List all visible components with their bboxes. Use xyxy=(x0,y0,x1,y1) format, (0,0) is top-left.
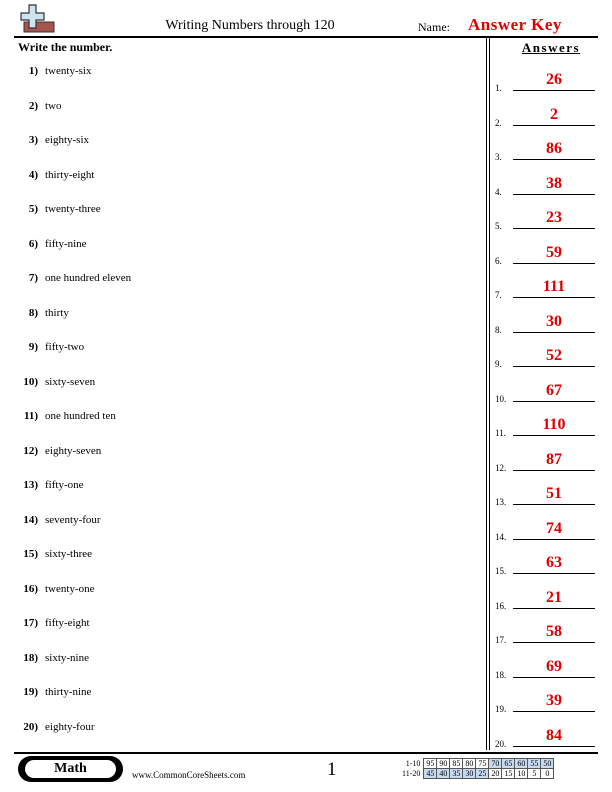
answer-value: 51 xyxy=(546,485,562,502)
score-cell: 20 xyxy=(489,769,502,779)
question-item xyxy=(18,238,87,250)
answer-number: 18. xyxy=(495,669,507,680)
answer-line xyxy=(513,504,595,505)
question-item xyxy=(18,445,101,457)
answer-line xyxy=(513,642,595,643)
question-number: 2) xyxy=(28,99,38,112)
question-number: 9) xyxy=(28,341,38,353)
score-cell: 55 xyxy=(528,759,541,769)
score-cell: 5 xyxy=(528,769,541,779)
question-text: sixty-seven xyxy=(45,375,96,388)
score-cell: 60 xyxy=(515,759,528,769)
answer-item xyxy=(495,694,595,712)
answer-value: 87 xyxy=(546,450,562,468)
question-number: 14) xyxy=(23,513,38,526)
answer-item xyxy=(495,142,595,160)
answer-value: 58 xyxy=(546,623,562,640)
answer-number: 8. xyxy=(495,324,502,335)
answer-value: 23 xyxy=(546,209,562,226)
question-number: 15) xyxy=(23,548,38,560)
score-cell: 30 xyxy=(463,769,476,779)
question-number: 6) xyxy=(28,237,38,250)
score-cell: 50 xyxy=(541,759,554,769)
answer-number: 20. xyxy=(495,738,507,749)
question-text: one hundred ten xyxy=(45,410,116,422)
answer-value: 84 xyxy=(546,726,562,744)
answer-item xyxy=(495,450,595,473)
question-item xyxy=(18,307,69,319)
answer-value: 52 xyxy=(546,347,562,364)
question-text: thirty-nine xyxy=(45,686,92,698)
answer-line xyxy=(513,608,595,609)
worksheet-title: Writing Numbers through 120 xyxy=(165,18,335,33)
answer-value: 110 xyxy=(542,416,566,433)
answer-number: 3. xyxy=(495,152,502,162)
answer-line xyxy=(513,401,595,402)
answer-item xyxy=(495,312,595,335)
question-number: 11) xyxy=(23,410,38,422)
footer-divider xyxy=(14,752,598,754)
question-text: twenty-six xyxy=(45,65,92,77)
question-text: one hundred eleven xyxy=(45,272,132,284)
answer-number: 15. xyxy=(495,566,507,576)
column-divider xyxy=(489,37,490,750)
question-item xyxy=(18,652,89,664)
answer-item xyxy=(495,418,595,436)
question-item xyxy=(18,410,116,422)
score-table xyxy=(400,758,554,779)
answer-item xyxy=(495,73,595,91)
answer-value: 59 xyxy=(546,243,562,261)
answer-value: 26 xyxy=(546,71,562,88)
answer-line xyxy=(513,573,595,574)
answer-value: 111 xyxy=(542,278,566,295)
answer-number: 7. xyxy=(495,290,502,300)
answer-line xyxy=(513,159,595,160)
score-cell: 95 xyxy=(424,759,437,769)
question-item xyxy=(18,376,95,388)
answer-line xyxy=(513,435,595,436)
instructions: Write the number. xyxy=(18,40,113,54)
answers-heading: Answers xyxy=(521,40,581,55)
question-text: two xyxy=(45,99,62,112)
answer-value: 67 xyxy=(546,381,562,399)
score-cell: 25 xyxy=(476,769,489,779)
question-item xyxy=(18,134,89,146)
score-cell: 70 xyxy=(489,759,502,769)
question-text: eighty-four xyxy=(45,720,95,733)
question-number: 13) xyxy=(23,479,38,491)
answer-number: 2. xyxy=(495,117,502,128)
column-divider xyxy=(486,37,487,750)
question-text: sixty-nine xyxy=(45,651,89,664)
question-item xyxy=(18,617,90,629)
score-cell: 35 xyxy=(450,769,463,779)
question-item xyxy=(18,100,62,112)
answer-item xyxy=(495,243,595,266)
question-item xyxy=(18,65,91,77)
answer-item xyxy=(495,726,595,749)
site-url: www.CommonCoreSheets.com xyxy=(132,770,246,780)
answer-value: 30 xyxy=(546,312,562,330)
answer-line xyxy=(513,228,595,229)
question-number: 17) xyxy=(23,617,38,629)
answer-value: 2 xyxy=(550,105,558,123)
answer-number: 19. xyxy=(495,704,507,714)
answer-line xyxy=(513,90,595,91)
answer-number: 14. xyxy=(495,531,507,542)
answer-line xyxy=(513,539,595,540)
score-cell: 10 xyxy=(515,769,528,779)
name-label: Name: xyxy=(418,20,450,34)
answer-line xyxy=(513,125,595,126)
question-text: fifty-nine xyxy=(45,237,87,250)
question-text: thirty xyxy=(45,306,69,319)
score-cell: 40 xyxy=(437,769,450,779)
question-item xyxy=(18,272,131,284)
answer-line xyxy=(513,194,595,195)
answer-item xyxy=(495,519,595,542)
score-cell: 90 xyxy=(437,759,450,769)
answer-line xyxy=(513,470,595,471)
score-row-label: 1-10 xyxy=(405,759,421,768)
answer-value: 69 xyxy=(546,657,562,675)
question-number: 4) xyxy=(28,168,38,181)
question-text: seventy-four xyxy=(45,513,101,526)
answer-number: 10. xyxy=(495,393,507,404)
question-number: 7) xyxy=(28,272,38,284)
answer-number: 17. xyxy=(495,635,507,645)
answer-number: 4. xyxy=(495,186,502,197)
answer-key-label: Answer Key xyxy=(468,15,562,34)
answer-line xyxy=(513,711,595,712)
answer-item xyxy=(495,211,595,229)
question-text: eighty-seven xyxy=(45,444,102,457)
question-text: twenty-one xyxy=(45,582,95,595)
answer-value: 86 xyxy=(546,140,562,157)
subject-badge xyxy=(18,756,123,782)
question-number: 10) xyxy=(23,375,38,388)
question-item xyxy=(18,721,94,733)
answer-item xyxy=(495,280,595,298)
question-item xyxy=(18,514,101,526)
answer-number: 6. xyxy=(495,255,502,266)
answer-value: 21 xyxy=(546,588,562,606)
answer-item xyxy=(495,588,595,611)
answer-item xyxy=(495,487,595,505)
answer-number: 1. xyxy=(495,83,502,93)
answer-item xyxy=(495,174,595,197)
question-text: fifty-two xyxy=(45,341,85,353)
answer-line xyxy=(513,366,595,367)
question-number: 19) xyxy=(23,686,38,698)
question-item xyxy=(18,686,91,698)
score-cell: 85 xyxy=(450,759,463,769)
answer-number: 11. xyxy=(495,428,506,438)
question-text: sixty-three xyxy=(45,548,93,560)
answer-line xyxy=(513,297,595,298)
score-row xyxy=(400,759,554,769)
answer-item xyxy=(495,105,595,128)
subject-badge-label: Math xyxy=(25,760,116,778)
answer-number: 16. xyxy=(495,600,507,611)
question-text: thirty-eight xyxy=(45,168,95,181)
answer-line xyxy=(513,746,595,747)
question-number: 16) xyxy=(23,582,38,595)
answer-line xyxy=(513,263,595,264)
question-number: 8) xyxy=(28,306,38,319)
question-text: fifty-one xyxy=(45,479,84,491)
answer-value: 39 xyxy=(546,692,562,709)
question-number: 20) xyxy=(23,720,38,733)
question-number: 3) xyxy=(28,134,38,146)
answer-line xyxy=(513,677,595,678)
question-item xyxy=(18,341,84,353)
header-divider xyxy=(14,36,598,38)
question-text: fifty-eight xyxy=(45,617,90,629)
answer-value: 38 xyxy=(546,174,562,192)
answer-item xyxy=(495,625,595,643)
score-cell: 15 xyxy=(502,769,515,779)
answer-number: 5. xyxy=(495,221,502,231)
answer-item xyxy=(495,556,595,574)
question-item xyxy=(18,548,92,560)
question-number: 1) xyxy=(28,65,38,77)
question-number: 12) xyxy=(23,444,38,457)
question-number: 5) xyxy=(28,203,38,215)
question-number: 18) xyxy=(23,651,38,664)
question-text: eighty-six xyxy=(45,134,89,146)
answer-item xyxy=(495,381,595,404)
answer-number: 13. xyxy=(495,497,507,507)
answer-value: 74 xyxy=(546,519,562,537)
question-item xyxy=(18,583,94,595)
question-item xyxy=(18,169,95,181)
question-item xyxy=(18,203,101,215)
score-cell: 65 xyxy=(502,759,515,769)
answer-value: 63 xyxy=(546,554,562,571)
score-cell: 80 xyxy=(463,759,476,769)
answer-item xyxy=(495,349,595,367)
score-cell: 45 xyxy=(424,769,437,779)
answer-item xyxy=(495,657,595,680)
score-row xyxy=(400,769,554,779)
score-row-label: 11-20 xyxy=(402,769,421,778)
answer-number: 9. xyxy=(495,359,502,369)
answer-number: 12. xyxy=(495,462,507,473)
answer-line xyxy=(513,332,595,333)
page-number: 1 xyxy=(327,759,337,780)
score-cell: 75 xyxy=(476,759,489,769)
question-item xyxy=(18,479,83,491)
score-cell: 0 xyxy=(541,769,554,779)
question-text: twenty-three xyxy=(45,203,101,215)
